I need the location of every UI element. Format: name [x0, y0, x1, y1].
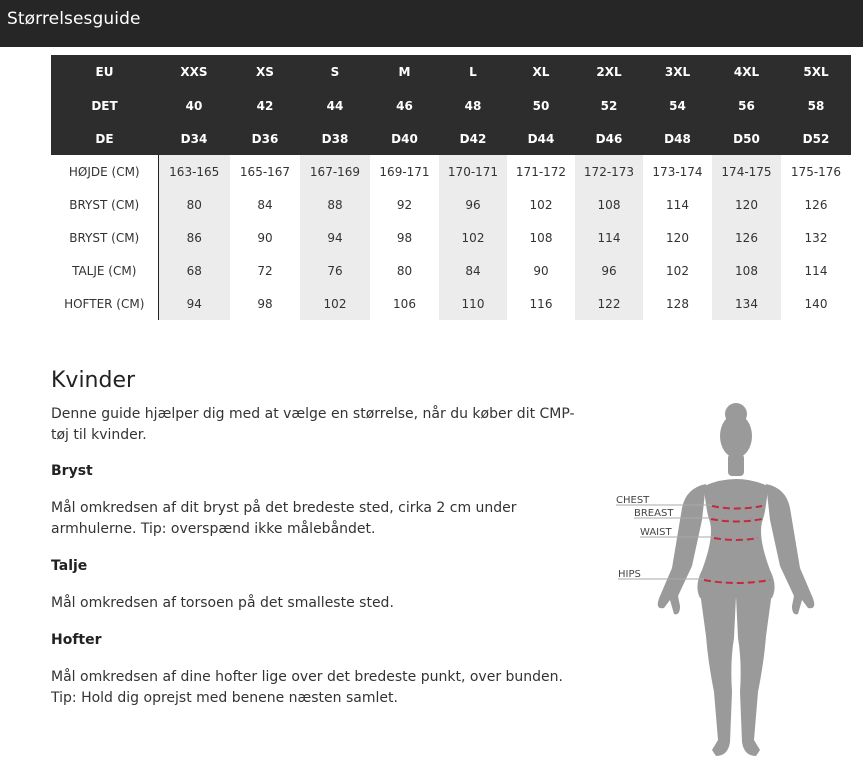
measurement-cell: 108: [712, 254, 781, 287]
measurement-cell: 174-175: [712, 155, 781, 188]
measurement-cell: 126: [804, 197, 828, 212]
size-header-cell: D40: [370, 122, 439, 155]
size-header-cell: 4XL: [712, 55, 781, 89]
size-table: [51, 55, 852, 320]
table-row: [51, 287, 851, 320]
measurement-cell: 175-176: [790, 164, 842, 179]
size-header-cell: D44: [507, 122, 575, 155]
size-header-label: DE: [51, 122, 158, 155]
measurement-cell: 96: [439, 188, 507, 221]
measurement-cell: 84: [257, 197, 273, 212]
measurement-cell: 80: [396, 263, 413, 278]
measurement-cell: 167-169: [300, 155, 370, 188]
measurement-cell: 120: [666, 230, 689, 245]
size-header-cell: D42: [439, 122, 507, 155]
bust-text: Mål omkredsen af dit bryst på det bredeste sted, cirka 2 cm under armhulerne. Tip: overspænd ikke målebåndet.: [51, 500, 517, 537]
size-header-cell: M: [370, 55, 439, 89]
measurement-cell: 122: [575, 287, 643, 320]
intro-text: Denne guide hjælper dig med at vælge en størrelse, når du køber dit CMP-tøj til kvinder.: [51, 406, 575, 443]
measurement-cell: 173-174: [652, 164, 703, 179]
size-header-cell: 48: [439, 89, 507, 122]
measurement-cell: 88: [300, 188, 370, 221]
measurement-cell: 170-171: [439, 155, 507, 188]
size-header-label: DET: [51, 89, 158, 122]
measurement-cell: 171-172: [515, 164, 567, 179]
size-header-cell: D50: [712, 122, 781, 155]
measurement-cell: 120: [712, 188, 781, 221]
measurement-cell: 102: [666, 263, 689, 278]
size-header-cell: D48: [643, 122, 712, 155]
size-header-row: [51, 122, 851, 155]
measurement-cell: 90: [533, 263, 549, 278]
size-header-cell: XS: [230, 55, 300, 89]
size-header-cell: D38: [300, 122, 370, 155]
size-header-label: EU: [51, 55, 158, 89]
measurement-cell: 169-171: [379, 164, 430, 179]
measurement-label: TALJE (CM): [51, 254, 158, 287]
size-header-cell: 58: [781, 89, 851, 122]
measurement-cell: 114: [666, 197, 689, 212]
hips-heading: Hofter: [51, 632, 102, 648]
size-header-cell: 52: [575, 89, 643, 122]
measurement-cell: 108: [529, 230, 553, 245]
section-title: Kvinder: [51, 368, 136, 393]
table-row: [51, 254, 851, 287]
measurement-cell: 106: [393, 296, 416, 311]
body-measurement-illustration: [612, 400, 827, 761]
measurement-cell: 110: [439, 287, 507, 320]
size-header-cell: S: [300, 55, 370, 89]
measurement-cell: 134: [712, 287, 781, 320]
measurement-cell: 80: [158, 188, 230, 221]
measurement-cell: 114: [575, 221, 643, 254]
measurement-cell: 132: [804, 230, 828, 245]
measurement-label: HOFTER (CM): [51, 287, 158, 320]
hips-text: Mål omkredsen af dine hofter lige over det bredeste punkt, over bunden. Tip: Hold dig oprejst med benene næsten samlet.: [51, 669, 563, 706]
table-row: [51, 188, 851, 221]
measurement-cell: 126: [712, 221, 781, 254]
measurement-cell: 92: [396, 197, 413, 212]
measurement-cell: 96: [575, 254, 643, 287]
size-header-cell: 40: [158, 89, 230, 122]
size-header-cell: 46: [370, 89, 439, 122]
measurement-label: HØJDE (CM): [51, 155, 158, 188]
measurement-cell: 102: [529, 197, 553, 212]
measurement-cell: 165-167: [239, 164, 291, 179]
header-bar: [0, 0, 863, 47]
waist-label: WAIST: [640, 527, 672, 538]
size-header-cell: 5XL: [781, 55, 851, 89]
chest-label: CHEST: [616, 495, 650, 506]
waist-heading: Talje: [51, 558, 88, 574]
measurement-cell: 116: [529, 296, 553, 311]
measurement-cell: 98: [396, 230, 413, 245]
size-header-cell: L: [439, 55, 507, 89]
measurement-label: BRYST (CM): [51, 188, 158, 221]
size-header-cell: 42: [230, 89, 300, 122]
size-header-cell: 44: [300, 89, 370, 122]
size-header-cell: XXS: [158, 55, 230, 89]
size-header-cell: 56: [712, 89, 781, 122]
measurement-cell: 76: [300, 254, 370, 287]
size-header-cell: D46: [575, 122, 643, 155]
size-header-cell: 50: [507, 89, 575, 122]
measurement-cell: 84: [439, 254, 507, 287]
hips-label: HIPS: [618, 569, 641, 580]
measurement-cell: 86: [158, 221, 230, 254]
measurement-cell: 102: [300, 287, 370, 320]
measurement-cell: 94: [158, 287, 230, 320]
female-figure-icon: [612, 400, 827, 761]
measurement-cell: 98: [257, 296, 273, 311]
size-header-row: [51, 55, 851, 89]
size-header-cell: 2XL: [575, 55, 643, 89]
size-header-row: [51, 89, 851, 122]
measurement-cell: 72: [257, 263, 273, 278]
size-header-cell: D36: [230, 122, 300, 155]
measurement-label: BRYST (CM): [51, 221, 158, 254]
page-title: Størrelsesguide: [7, 9, 141, 29]
measurement-cell: 140: [804, 296, 828, 311]
measurement-cell: 102: [439, 221, 507, 254]
size-header-cell: D34: [158, 122, 230, 155]
waist-text: Mål omkredsen af torsoen på det smalleste sted.: [51, 595, 394, 611]
breast-label: BREAST: [634, 508, 674, 519]
size-header-cell: XL: [507, 55, 575, 89]
measurement-cell: 128: [666, 296, 689, 311]
size-header-cell: 3XL: [643, 55, 712, 89]
measurement-cell: 163-165: [158, 155, 230, 188]
measurement-cell: 114: [804, 263, 828, 278]
size-header-cell: D52: [781, 122, 851, 155]
table-row: [51, 155, 851, 188]
bust-heading: Bryst: [51, 463, 93, 479]
measurement-cell: 68: [158, 254, 230, 287]
table-row: [51, 221, 851, 254]
size-header-cell: 54: [643, 89, 712, 122]
measurement-cell: 108: [575, 188, 643, 221]
measurement-cell: 94: [300, 221, 370, 254]
measurement-cell: 90: [257, 230, 273, 245]
measurement-cell: 172-173: [575, 155, 643, 188]
